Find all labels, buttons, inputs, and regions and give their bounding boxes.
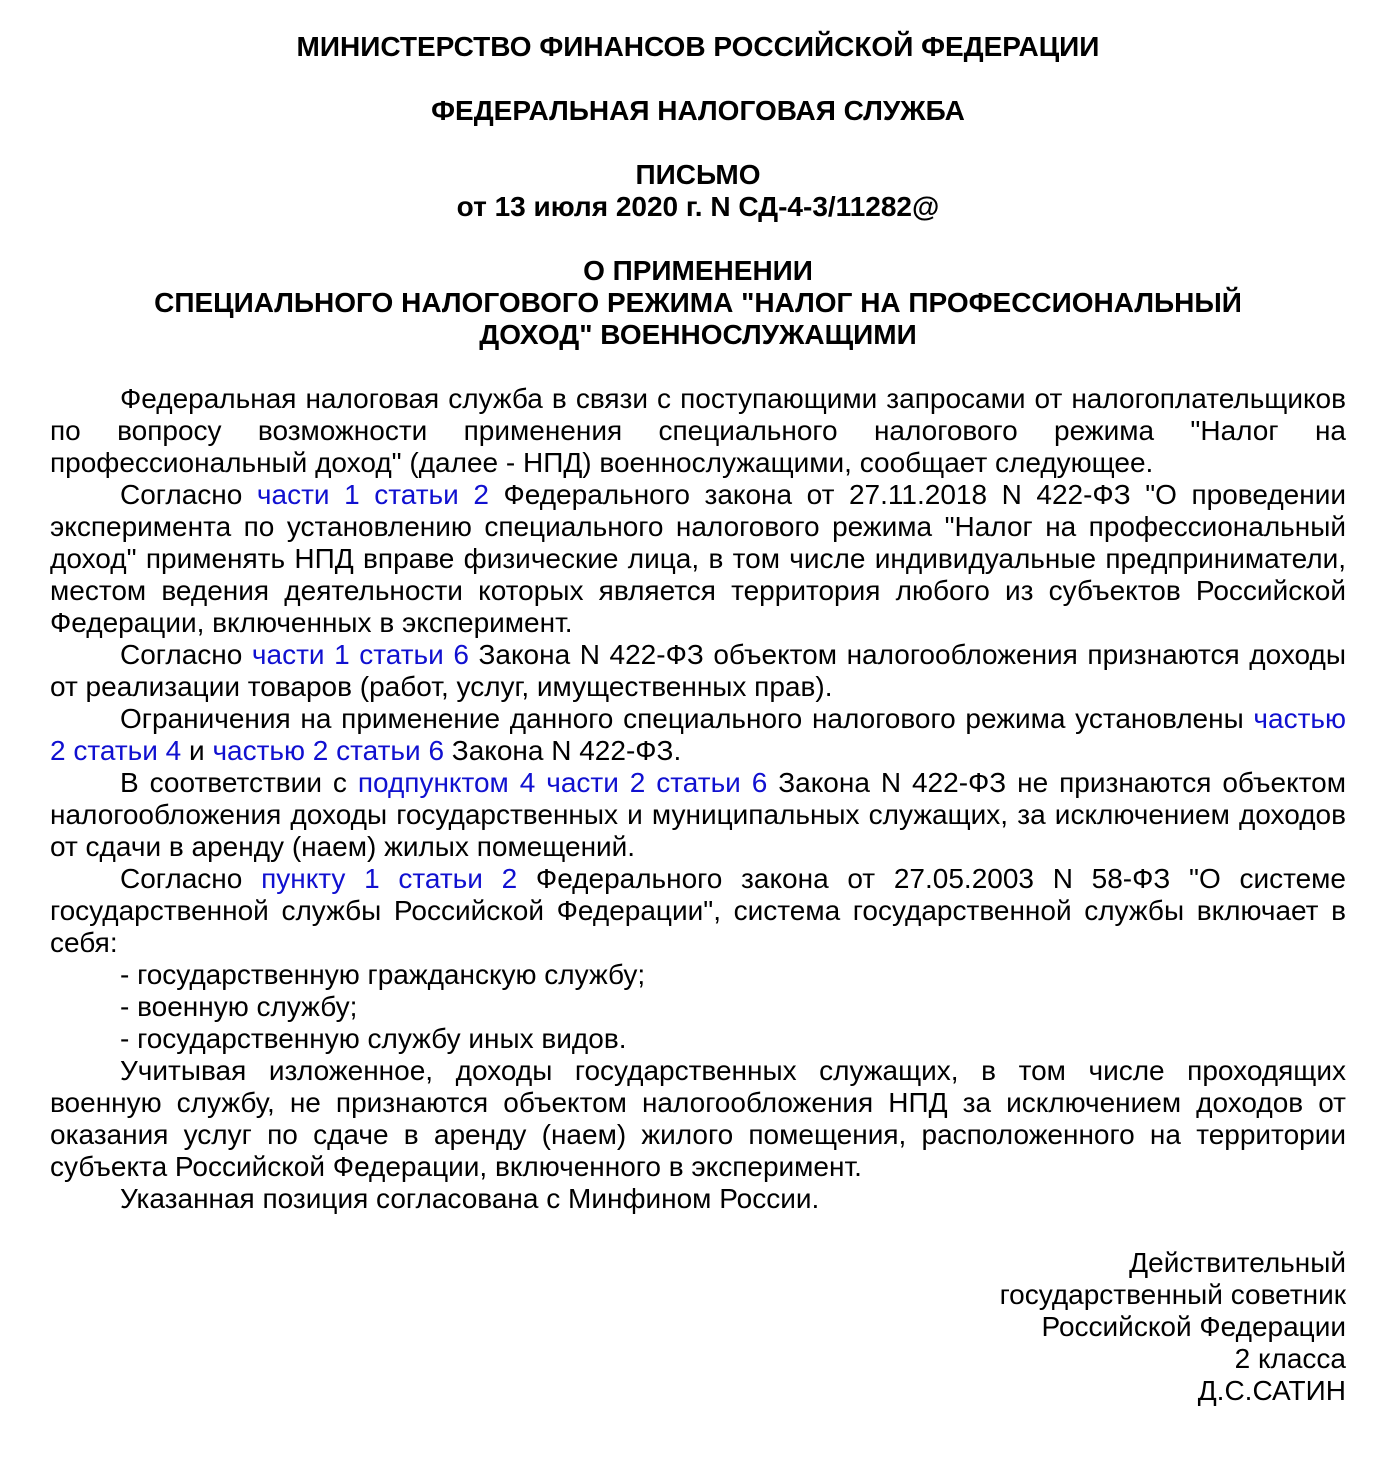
link-part2-article6-422fz[interactable]: частью 2 статьи 6	[212, 735, 445, 766]
paragraph-law-58fz	[50, 863, 1346, 959]
paragraph-conclusion	[50, 1055, 1346, 1183]
paragraph-civil-servants-exclusion	[50, 767, 1346, 863]
paragraph-law-422fz-scope	[50, 479, 1346, 639]
paragraph-text: Закона N 422-ФЗ не признаются объектом налогообложения доходы государственных и муниципальных служащих, за исключением доходов от сдачи в аренду (наем) жилых помещений.	[50, 767, 1346, 862]
paragraph-minfin-agreement	[50, 1183, 1346, 1215]
letter-body	[50, 383, 1346, 1215]
paragraph-text: Федерального закона от 27.11.2018 N 422-ФЗ "О проведении эксперимента по установлению специального налогового режима "Налог на профессиональный доход" применять НПД вправе физические лица, в том числе индивидуальные предприниматели, местом ведения деятельности которых является территория любого из субъектов Российской Федерации, включенных в эксперимент.	[50, 479, 1346, 638]
ministry-title: МИНИСТЕРСТВО ФИНАНСОВ РОССИЙСКОЙ ФЕДЕРАЦИИ	[296, 31, 1100, 62]
paragraph-text: Федерального закона от 27.05.2003 N 58-ФЗ "О системе государственной службы Российской Федерации", система государственной службы включает в себя:	[50, 863, 1346, 958]
paragraph-text: Согласно	[120, 863, 262, 894]
link-part2-article4-422fz[interactable]: частью 2 статьи 4	[50, 703, 1346, 766]
list-item-military-service	[50, 991, 1346, 1023]
signature-line: государственный советник	[999, 1279, 1346, 1310]
subject-line: СПЕЦИАЛЬНОГО НАЛОГОВОГО РЕЖИМА "НАЛОГ НА ПРОФЕССИОНАЛЬНЫЙ	[154, 287, 1242, 318]
paragraph-text: Закона N 422-ФЗ.	[444, 735, 682, 766]
link-point1-article2-58fz[interactable]: пункту 1 статьи 2	[261, 863, 518, 894]
signature-block	[50, 1247, 1346, 1407]
paragraph-text: Ограничения на применение данного специального налогового режима установлены	[120, 703, 1254, 734]
paragraph-text: Учитывая изложенное, доходы государственных служащих, в том числе проходящих военную службу, не признаются объектом налогообложения НПД за исключением доходов от оказания услуг по сдаче в аренду (наем) жилого помещения, расположенного на территории субъекта Российской Федерации, включенного в эксперимент.	[50, 1055, 1346, 1182]
signature-line: Действительный	[1129, 1247, 1346, 1278]
paragraph-text: Согласно	[120, 639, 252, 670]
subject-line: ДОХОД" ВОЕННОСЛУЖАЩИМИ	[479, 319, 917, 350]
paragraph-restrictions	[50, 703, 1346, 767]
paragraph-text: Указанная позиция согласована с Минфином России.	[120, 1183, 820, 1214]
letter-heading	[50, 159, 1346, 223]
paragraph-text: - военную службу;	[120, 991, 358, 1022]
paragraph-text: и	[181, 735, 213, 766]
link-subpart4-part2-article6-422fz[interactable]: подпунктом 4 части 2 статьи 6	[357, 767, 768, 798]
paragraph-text: Федеральная налоговая служба в связи с поступающими запросами от налогоплательщиков по вопросу возможности применения специального налогового режима "Налог на профессиональный доход" (далее - НПД) военнослужащими, сообщает следующее.	[50, 383, 1346, 478]
paragraph-taxation-object	[50, 639, 1346, 703]
signature-line: 2 класса	[1234, 1343, 1346, 1374]
link-part1-article6-422fz[interactable]: части 1 статьи 6	[251, 639, 469, 670]
paragraph-intro	[50, 383, 1346, 479]
agency-title: ФЕДЕРАЛЬНАЯ НАЛОГОВАЯ СЛУЖБА	[431, 95, 965, 126]
doc-date-number: от 13 июля 2020 г. N СД-4-3/11282@	[456, 191, 940, 222]
subject-title	[50, 255, 1346, 351]
subject-line: О ПРИМЕНЕНИИ	[583, 255, 813, 286]
list-item-other-service	[50, 1023, 1346, 1055]
link-part1-article2-422fz[interactable]: части 1 статьи 2	[256, 479, 489, 510]
paragraph-text: - государственную гражданскую службу;	[120, 959, 646, 990]
paragraph-text: - государственную службу иных видов.	[120, 1023, 627, 1054]
paragraph-text: Закона N 422-ФЗ объектом налогообложения признаются доходы от реализации товаров (работ, услуг, имущественных прав).	[50, 639, 1346, 702]
list-item-civil-service	[50, 959, 1346, 991]
doc-type: ПИСЬМО	[635, 159, 761, 190]
signature-line: Российской Федерации	[1041, 1311, 1346, 1342]
paragraph-text: В соответствии с	[120, 767, 358, 798]
paragraph-text: Согласно	[120, 479, 257, 510]
signature-line: Д.С.САТИН	[1197, 1375, 1346, 1406]
